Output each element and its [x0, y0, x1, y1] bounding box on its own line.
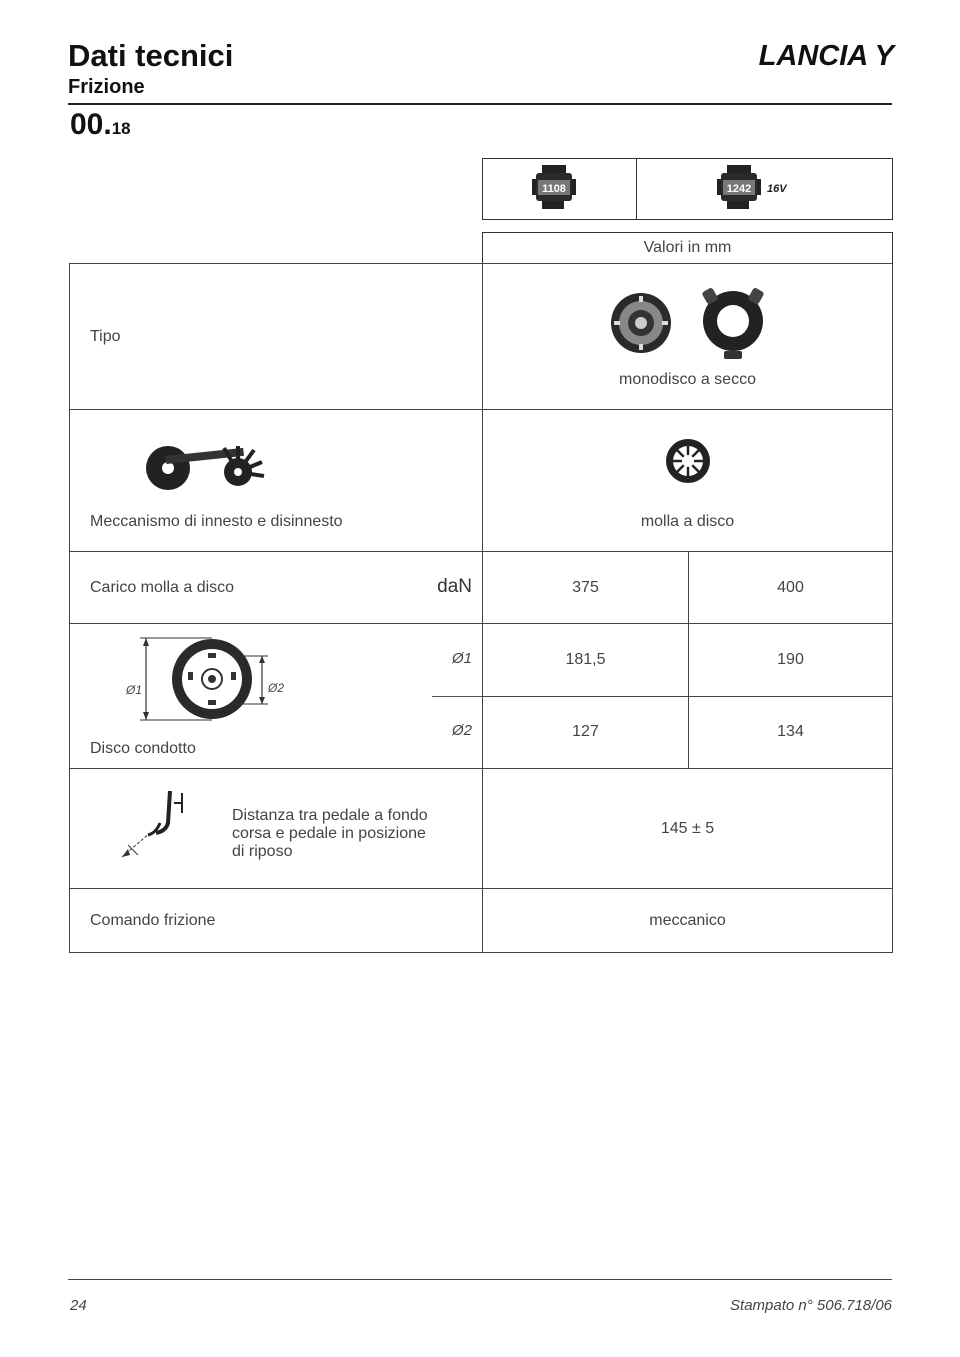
carico-unit: daN [437, 576, 472, 597]
page-title: Dati tecnici [68, 38, 234, 73]
table-row [70, 769, 893, 889]
row-label-cell [70, 264, 483, 410]
table-row [70, 624, 893, 697]
engine-label-1108: 1108 [541, 182, 566, 195]
distanza-line-1: Distanza tra pedale a fondo [232, 807, 428, 824]
meccanismo-label: Meccanismo di innesto e disinnesto [90, 513, 343, 530]
diagram-d2: Ø2 [268, 681, 285, 695]
engine-col-1 [483, 159, 637, 220]
distanza-value: 145 ± 5 [483, 769, 893, 889]
section-code-main: 00. [70, 108, 112, 141]
header-divider [68, 103, 892, 105]
row-label-cell [70, 624, 483, 769]
distanza-line-2: corsa e pedale in posizione [232, 825, 426, 842]
pressure-plate-icon [698, 283, 768, 363]
row-label-cell [70, 769, 483, 889]
table-row [70, 264, 893, 410]
carico-label: Carico molla a disco [90, 578, 235, 596]
row-label-cell [70, 552, 483, 624]
spec-table [69, 263, 893, 953]
engine-icon [715, 161, 815, 213]
meccanismo-value: molla a disco [640, 513, 735, 530]
d1-label: Ø1 [451, 650, 472, 667]
carico-value-1242: 400 [689, 552, 893, 624]
d1-value-1242: 190 [689, 624, 893, 697]
section-code-sub: 18 [111, 119, 131, 138]
clutch-disc-icon [608, 290, 674, 356]
row-label-cell [70, 889, 483, 953]
disco-label: Disco condotto [90, 740, 196, 757]
distanza-label [232, 807, 428, 861]
row-value-cell [483, 410, 893, 552]
disco-divider [432, 696, 482, 697]
page-subtitle: Frizione [68, 76, 145, 98]
table-row [70, 889, 893, 953]
page-number: 24 [70, 1297, 87, 1314]
diagram-d1: Ø1 [126, 683, 143, 697]
comando-label: Comando frizione [90, 911, 216, 929]
distanza-line-3: di riposo [232, 843, 293, 860]
table-row [70, 410, 893, 552]
row-value-cell [483, 264, 893, 410]
table-row [70, 552, 893, 624]
engine-icon [530, 161, 590, 213]
tipo-value: monodisco a secco [619, 370, 756, 388]
release-mechanism-icon [144, 438, 274, 496]
d2-label: Ø2 [451, 722, 472, 739]
tipo-label: Tipo [90, 327, 121, 345]
row-label-cell [70, 410, 483, 552]
diaphragm-spring-icon [663, 436, 713, 486]
footer-divider [68, 1279, 892, 1280]
engine-col-2 [637, 159, 893, 220]
d1-value-1108: 181,5 [483, 624, 689, 697]
section-code [70, 108, 131, 142]
driven-disc-diagram [126, 634, 285, 722]
brand-name: LANCIA Y [758, 40, 894, 72]
comando-value: meccanico [483, 889, 893, 953]
engine-header-table [482, 158, 893, 220]
pedal-travel-icon [108, 783, 218, 863]
engine-label-1242: 1242 [726, 182, 751, 195]
units-label: Valori in mm [482, 232, 893, 263]
engine-suffix-16v: 16V [766, 182, 787, 195]
d2-value-1242: 134 [689, 696, 893, 769]
printed-reference: Stampato n° 506.718/06 [730, 1297, 892, 1314]
carico-value-1108: 375 [483, 552, 689, 624]
d2-value-1108: 127 [483, 696, 689, 769]
